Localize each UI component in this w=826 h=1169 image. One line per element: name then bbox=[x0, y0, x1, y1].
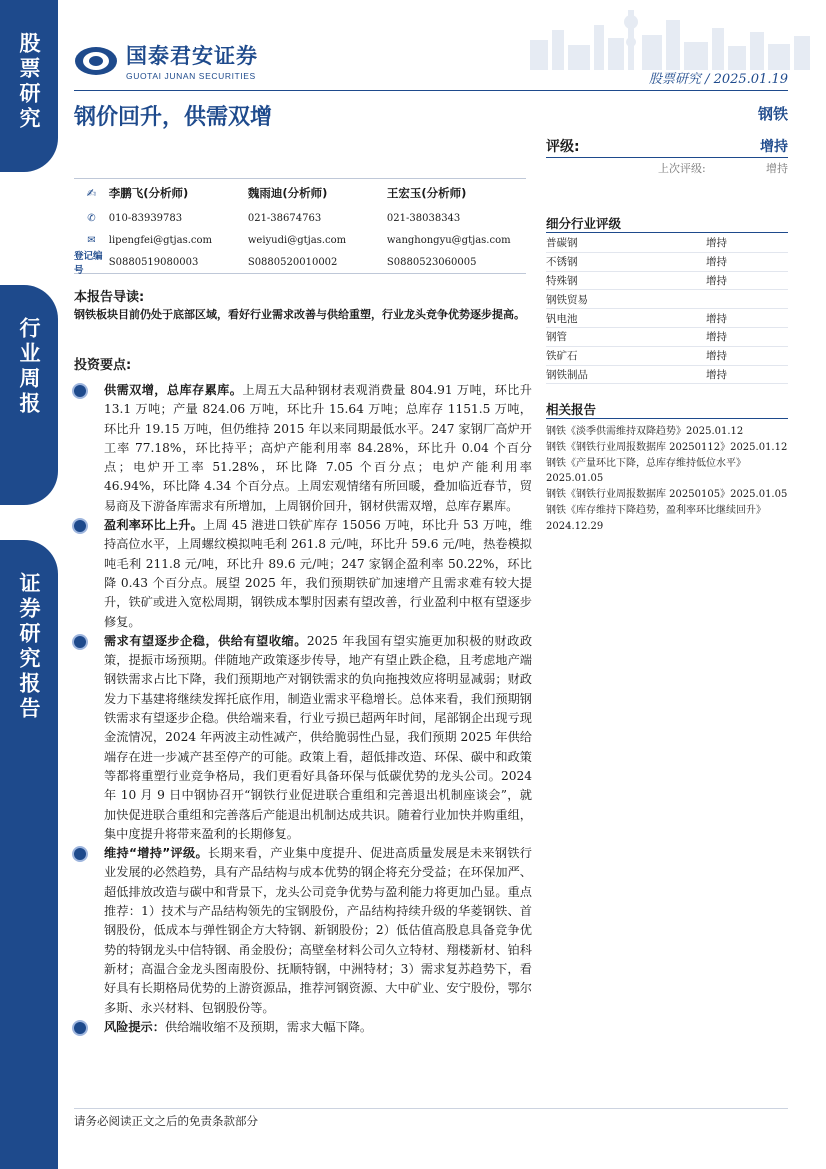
related-report-link[interactable]: 钢铁《淡季供需维持双降趋势》2025.01.12 bbox=[546, 426, 744, 437]
sub-industry-name: 铁矿石 bbox=[546, 350, 578, 363]
report-title: 钢价回升，供需双增 bbox=[74, 105, 273, 130]
related-reports-divider bbox=[546, 418, 788, 419]
analyst-email[interactable]: wanghongyu@gtjas.com bbox=[386, 234, 511, 246]
point-text: 长期来看，产业集中度提升、促进高质量发展是未来钢铁行业发展的必然趋势，具有产品结构与成本优势的钢企将充分受益；在环保加严、超低排放改造与碳中和背景下，龙头公司竞争优势与盈利能力将更加凸显。重点推荐：1）技术与产品结构领先的宝钢股份，产品结构持续升级的华菱钢铁、首钢股份，低成本与弹性钢企方大特钢、新钢股份；2）低估值高股息具备竞争优势的特钢龙头中信特钢、甬金股份；高壁垒材料公司久立特材、翔楼新材、铂科新材；高温合金龙头图南股份、抚顺特钢，中洲特材；3）需求复苏趋势下，看好具有长期格局优势的上游资源品，推荐河钢资源、大中矿业、安宁股份，鄂尔多斯、永兴材料、包钢股份等。 bbox=[104, 846, 532, 1015]
analyst-table bbox=[74, 178, 526, 274]
table-row bbox=[546, 366, 788, 385]
table-row bbox=[546, 328, 788, 347]
related-report-link[interactable]: 钢铁《库存维持下降趋势，盈利率环比继续回升》2024.12.29 bbox=[546, 504, 766, 532]
header-meta: 股票研究 / 2025.01.19 bbox=[648, 72, 788, 87]
bullet-icon bbox=[74, 636, 86, 648]
point-title: 风险提示： bbox=[104, 1019, 165, 1034]
table-row bbox=[546, 347, 788, 366]
table-row bbox=[546, 272, 788, 291]
analyst-name: 魏雨迪(分析师) bbox=[247, 186, 328, 200]
analyst-registration: S0880519080003 bbox=[108, 256, 199, 268]
sub-industry-rating: 增持 bbox=[706, 274, 727, 287]
registration-label: 登记编号 bbox=[74, 251, 103, 276]
table-row bbox=[546, 253, 788, 272]
related-reports-list bbox=[546, 424, 790, 535]
table-row bbox=[546, 234, 788, 253]
phone-icon: ✆ bbox=[87, 212, 96, 224]
sidebar-top bbox=[0, 0, 58, 172]
analyst-registration: S0880523060005 bbox=[386, 256, 477, 268]
point-item bbox=[74, 844, 532, 1018]
header-divider bbox=[74, 90, 788, 91]
sub-ratings-heading: 细分行业评级 bbox=[546, 216, 622, 231]
previous-rating-value: 增持 bbox=[766, 162, 788, 175]
analyst-phone: 021-38674763 bbox=[247, 212, 322, 224]
related-report-link[interactable]: 钢铁《钢铁行业周报数据库 20250105》2025.01.05 bbox=[546, 489, 788, 501]
rating-value: 增持 bbox=[760, 139, 788, 155]
point-title: 盈利率环比上升。 bbox=[104, 518, 203, 533]
logo-name-cn: 国泰君安证券 bbox=[126, 44, 258, 68]
pen-icon: ✍ bbox=[86, 186, 97, 200]
sub-ratings-divider bbox=[546, 232, 788, 233]
sub-industry-rating: 增持 bbox=[706, 312, 727, 325]
point-title: 需求有望逐步企稳，供给有望收缩。 bbox=[104, 633, 307, 648]
points-heading: 投资要点: bbox=[74, 358, 132, 373]
sub-industry-name: 特殊钢 bbox=[546, 274, 578, 287]
sub-industry-rating: 增持 bbox=[706, 237, 727, 250]
bullet-icon bbox=[74, 520, 86, 532]
industry-label: 钢铁 bbox=[757, 105, 788, 123]
analyst-phone: 021-38038343 bbox=[386, 212, 461, 224]
sub-ratings-table bbox=[546, 234, 788, 384]
analyst-name: 王宏玉(分析师) bbox=[386, 186, 467, 200]
analyst-phone: 010-83939783 bbox=[108, 212, 183, 224]
sidebar-top-label: 股票研究 bbox=[17, 32, 41, 132]
sub-industry-name: 钢管 bbox=[546, 331, 567, 344]
analyst-registration: S0880520010002 bbox=[247, 256, 338, 268]
intro-heading: 本报告导读: bbox=[74, 290, 145, 305]
sub-industry-rating: 增持 bbox=[706, 350, 727, 363]
intro-text: 钢铁板块目前仍处于底部区域，看好行业需求改善与供给重塑，行业龙头竞争优势逐步提高。 bbox=[74, 308, 525, 321]
company-logo bbox=[74, 40, 258, 81]
sub-industry-name: 钢铁贸易 bbox=[546, 293, 588, 306]
table-row bbox=[546, 290, 788, 309]
point-item bbox=[74, 381, 532, 516]
investment-points bbox=[74, 381, 532, 1037]
point-item bbox=[74, 632, 532, 844]
point-item bbox=[74, 516, 532, 632]
sub-industry-name: 不锈钢 bbox=[546, 256, 578, 269]
bullet-icon bbox=[74, 385, 86, 397]
logo-mark-icon bbox=[74, 46, 118, 76]
sub-industry-rating: 增持 bbox=[706, 368, 727, 381]
point-text: 供给端收缩不及预期，需求大幅下降。 bbox=[164, 1019, 373, 1034]
sub-industry-rating: 增持 bbox=[706, 331, 727, 344]
sub-industry-name: 普碳钢 bbox=[546, 237, 578, 250]
rating-divider bbox=[546, 157, 788, 158]
previous-rating-label: 上次评级: bbox=[658, 162, 706, 175]
skyline-decoration bbox=[520, 0, 820, 70]
analyst-email[interactable]: weiyudi@gtjas.com bbox=[247, 234, 347, 246]
point-text: 上周五大品种钢材表观消费量 804.91 万吨，环比升 13.1 万吨；产量 824.06 万吨，环比升 15.64 万吨；总库存 1151.5 万吨，环比升 19.15 万吨，但仍维持 2015 年以来同期最低水平。247 家钢厂高炉开工率 77.18%，环比持平；高炉产能利用率 84.28%，环比升 0.04 个百分点；电炉开工率 51.28%，环比降 7.05 个百分点；电炉产能利用率 46.94%，环比降 4.34 个百分点。上周宏观情绪有所回暖，叠加临近春节，贸易商及下游备库需求有所增加，上周钢价回升，钢材供需双增，总库存累库。 bbox=[104, 383, 532, 513]
sidebar-bottom bbox=[0, 540, 58, 1169]
related-reports-heading: 相关报告 bbox=[546, 402, 597, 417]
point-title: 维持“增持”评级。 bbox=[104, 846, 208, 861]
mail-icon: ✉ bbox=[87, 234, 96, 246]
related-report-link[interactable]: 钢铁《产量环比下降，总库存维持低位水平》2025.01.05 bbox=[546, 457, 746, 485]
point-text: 上周 45 港进口铁矿库存 15056 万吨，环比升 53 万吨，维持高位水平，上周螺纹模拟吨毛利 261.8 元/吨，环比升 59.6 元/吨，热卷模拟吨毛利 211.8 元/吨，环比升 89.6 元/吨；247 家钢企盈利率 50.22%，环比降 0.43 个百分点。展望 2025 年，我们预期铁矿加速增产且需求难有较大提升，铁矿或进入宽松周期，钢铁成本掣肘因素有望改善，行业盈利中枢有望逐步修复。 bbox=[104, 518, 533, 629]
rating-label: 评级: bbox=[546, 139, 580, 155]
analyst-email[interactable]: lipengfei@gtjas.com bbox=[108, 234, 213, 246]
bullet-icon bbox=[74, 848, 86, 860]
footer-divider bbox=[74, 1108, 788, 1109]
table-row bbox=[546, 309, 788, 328]
point-item bbox=[74, 1018, 532, 1037]
sub-industry-name: 钢铁制品 bbox=[546, 368, 588, 381]
sidebar-bottom-label: 证券研究报告 bbox=[17, 572, 41, 722]
related-report-link[interactable]: 钢铁《钢铁行业周报数据库 20250112》2025.01.12 bbox=[546, 441, 788, 453]
sub-industry-rating: 增持 bbox=[706, 256, 727, 269]
sidebar-middle bbox=[0, 285, 58, 505]
logo-name-en: GUOTAI JUNAN SECURITIES bbox=[126, 71, 256, 81]
sub-industry-name: 钒电池 bbox=[546, 312, 578, 325]
bullet-icon bbox=[74, 1022, 86, 1034]
analyst-name: 李鹏飞(分析师) bbox=[108, 186, 189, 200]
sidebar-middle-label: 行业周报 bbox=[17, 317, 41, 417]
point-text: 2025 年我国有望实施更加积极的财政政策，提振市场预期。伴随地产政策逐步传导，地产有望止跌企稳，且考虑地产端钢铁需求占比下降，我们预期地产对钢铁需求的负向拖拽效应将明显减弱；财政发力下基建将继续发挥托底作用，制造业需求平稳增长。总体来看，我们预期钢铁需求有望逐步企稳。供给端来看，行业亏损已超两年时间，尾部钢企出现亏现金流情况，2024 年两波主动性减产，供给脆弱性凸显，我们预期 2025 年供给端存在进一步减产甚至停产的可能。政策上看，超低排改造、环保、碳中和政策等都将重塑行业竞争格局，我们更看好具备环保与低碳优势的龙头公司。2024 年 10 月 9 日中钢协召开“钢铁行业促进联合重组和完善退出机制座谈会”，就加快促进联合重组和完善落后产能退出机制达成共识。随着行业加快并购重组，集中度提升将带来盈利的长期修复。 bbox=[104, 633, 533, 841]
point-title: 供需双增，总库存累库。 bbox=[104, 383, 243, 397]
footer-disclaimer: 请务必阅读正文之后的免责条款部分 bbox=[74, 1114, 258, 1128]
